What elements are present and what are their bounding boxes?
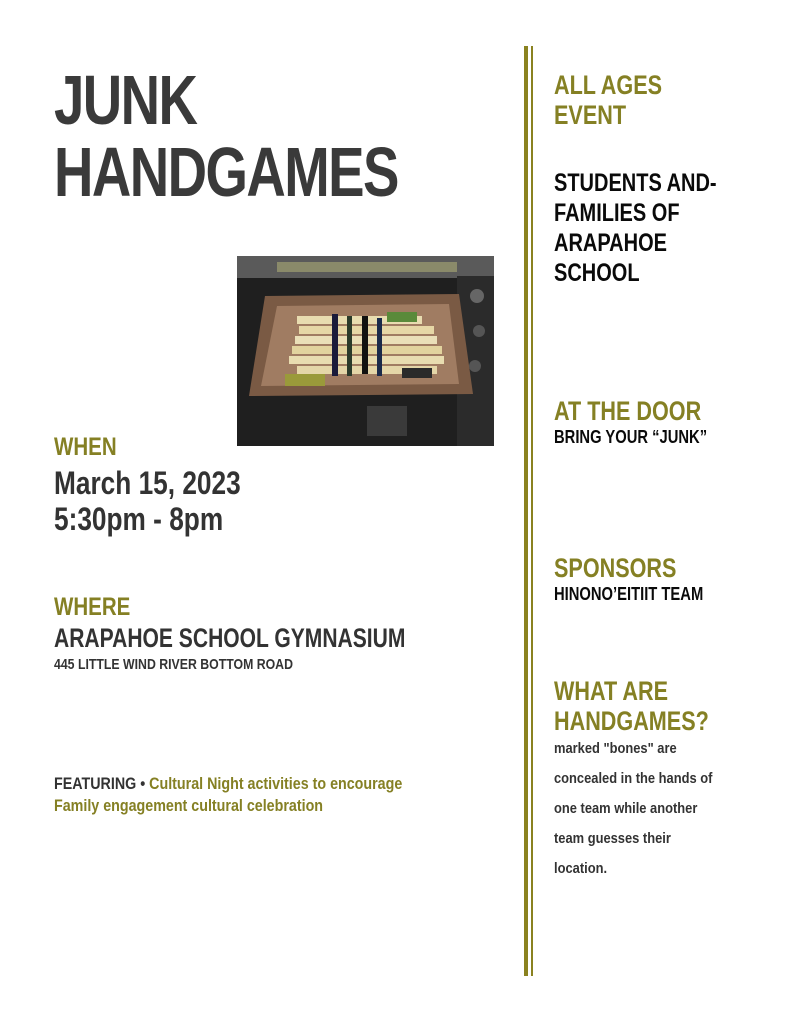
audience-line-2: FAMILIES OF [554,199,680,227]
venue-address: 445 LITTLE WIND RIVER BOTTOM ROAD [54,656,293,673]
basket-illustration [237,256,494,446]
description-line-2: concealed in the hands of [554,770,713,787]
audience-section [554,168,757,288]
what-are-label-line-2: HANDGAMES? [554,706,709,736]
audience-line-1: STUDENTS AND- [554,169,717,197]
handgames-description [554,734,748,884]
at-the-door-label: AT THE DOOR [554,396,702,426]
when-label: WHEN [54,433,117,461]
audience-line-3: ARAPAHOE [554,229,667,257]
venue-name: ARAPAHOE SCHOOL GYMNASIUM [54,623,406,653]
featuring-text-line-2: Family engagement cultural celebration [54,796,324,815]
what-are-handgames-section [554,676,748,884]
event-date: March 15, 2023 [54,465,241,501]
column-divider [524,46,528,976]
title-line-1: JUNK [54,61,197,139]
all-ages-line-1: ALL AGES [554,70,663,100]
featuring-section [54,773,469,817]
title-line-2: HANDGAMES [54,133,398,211]
description-line-5: location. [554,860,608,877]
where-label: WHERE [54,593,131,621]
at-the-door-text: BRING YOUR “JUNK” [554,427,708,447]
where-section [54,592,505,674]
what-are-label-line-1: WHAT ARE [554,676,668,706]
all-ages-line-2: EVENT [554,100,627,130]
handgame-sticks-photo [237,256,494,446]
audience-line-4: SCHOOL [554,259,640,287]
column-divider-thin [531,46,533,976]
description-line-3: one team while another [554,800,698,817]
description-line-1: marked "bones" are [554,740,677,757]
event-time: 5:30pm - 8pm [54,501,224,537]
at-the-door-section [554,396,741,448]
featuring-text-line-1: Cultural Night activities to encourage [145,774,403,793]
sponsors-section [554,553,736,605]
when-section [54,432,282,537]
sponsors-text: HINONO’EITIIT TEAM [554,584,704,604]
description-line-4: team guesses their [554,830,671,847]
featuring-label: FEATURING • [54,774,146,793]
poster-title [54,61,495,211]
all-ages-section [554,70,689,130]
sponsors-label: SPONSORS [554,553,677,583]
